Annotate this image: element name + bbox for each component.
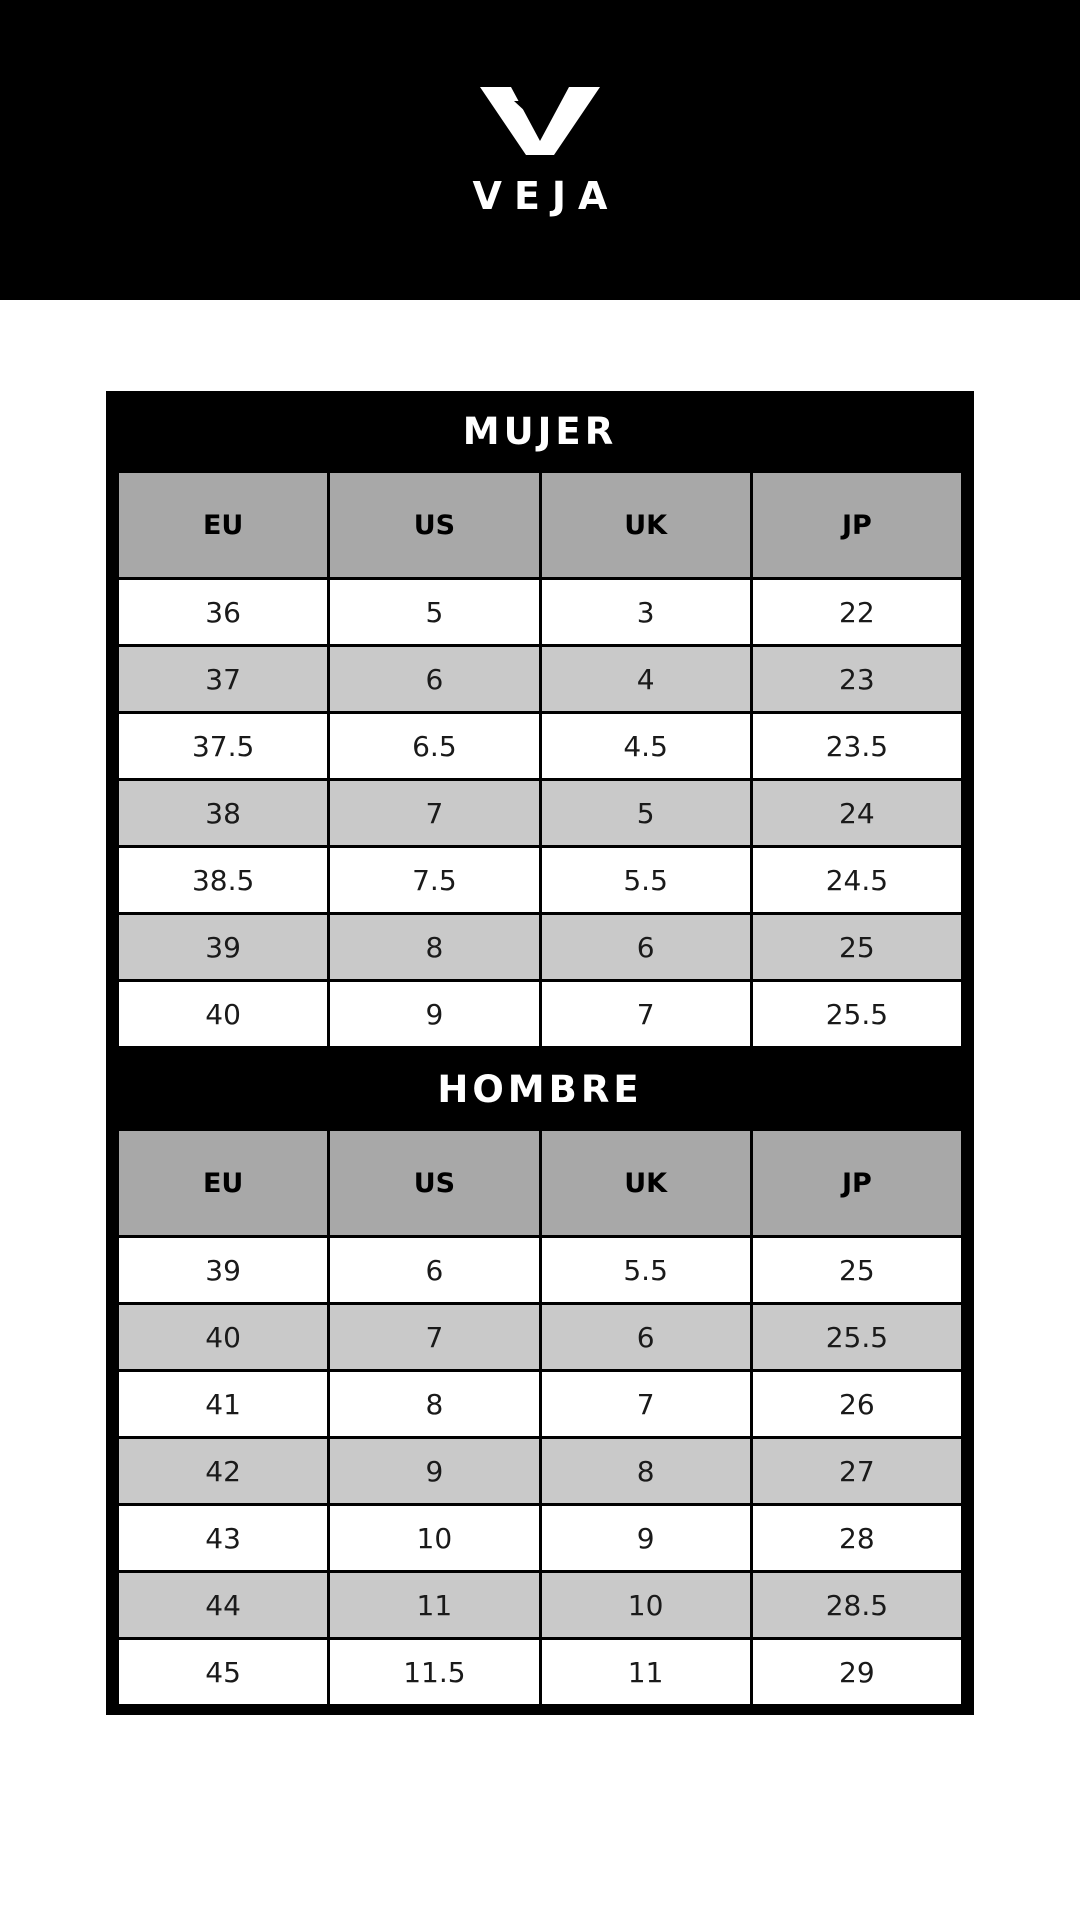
- cell-us: 11.5: [330, 1640, 538, 1704]
- cell-jp: 26: [753, 1372, 961, 1436]
- cell-eu: 40: [119, 1305, 327, 1369]
- cell-uk: 9: [542, 1506, 750, 1570]
- cell-jp: 28.5: [753, 1573, 961, 1637]
- size-table-women: [116, 470, 964, 1049]
- cell-jp: 23: [753, 647, 961, 711]
- cell-uk: 7: [542, 1372, 750, 1436]
- table-row: [119, 1238, 961, 1302]
- cell-eu: 37.5: [119, 714, 327, 778]
- table-header-row: [119, 473, 961, 577]
- column-header-jp: JP: [753, 473, 961, 577]
- cell-uk: 5.5: [542, 848, 750, 912]
- column-header-eu: EU: [119, 1131, 327, 1235]
- cell-eu: 36: [119, 580, 327, 644]
- cell-uk: 4: [542, 647, 750, 711]
- cell-jp: 25.5: [753, 1305, 961, 1369]
- cell-jp: 24: [753, 781, 961, 845]
- cell-eu: 40: [119, 982, 327, 1046]
- table-row: [119, 1372, 961, 1436]
- cell-uk: 5.5: [542, 1238, 750, 1302]
- cell-jp: 23.5: [753, 714, 961, 778]
- brand-wordmark: VEJA: [472, 174, 620, 218]
- cell-jp: 25: [753, 1238, 961, 1302]
- table-row: [119, 1305, 961, 1369]
- cell-eu: 41: [119, 1372, 327, 1436]
- table-header-row: [119, 1131, 961, 1235]
- table-row: [119, 1439, 961, 1503]
- column-header-us: US: [330, 1131, 538, 1235]
- size-chart: [106, 391, 974, 1715]
- table-row: [119, 1506, 961, 1570]
- brand-header: [0, 0, 1080, 300]
- column-header-uk: UK: [542, 1131, 750, 1235]
- cell-jp: 22: [753, 580, 961, 644]
- cell-uk: 11: [542, 1640, 750, 1704]
- cell-us: 6: [330, 647, 538, 711]
- column-header-uk: UK: [542, 473, 750, 577]
- cell-eu: 37: [119, 647, 327, 711]
- cell-us: 7: [330, 781, 538, 845]
- cell-eu: 39: [119, 915, 327, 979]
- cell-eu: 39: [119, 1238, 327, 1302]
- table-row: [119, 781, 961, 845]
- column-header-us: US: [330, 473, 538, 577]
- cell-us: 7: [330, 1305, 538, 1369]
- cell-us: 6: [330, 1238, 538, 1302]
- cell-jp: 28: [753, 1506, 961, 1570]
- section-title-men: HOMBRE: [106, 1049, 974, 1128]
- size-table-men: [116, 1128, 964, 1707]
- cell-us: 5: [330, 580, 538, 644]
- cell-eu: 44: [119, 1573, 327, 1637]
- cell-uk: 5: [542, 781, 750, 845]
- cell-us: 7.5: [330, 848, 538, 912]
- cell-uk: 8: [542, 1439, 750, 1503]
- cell-us: 10: [330, 1506, 538, 1570]
- cell-jp: 25.5: [753, 982, 961, 1046]
- table-row: [119, 915, 961, 979]
- table-row: [119, 714, 961, 778]
- table-row: [119, 647, 961, 711]
- table-row: [119, 848, 961, 912]
- cell-uk: 3: [542, 580, 750, 644]
- cell-uk: 10: [542, 1573, 750, 1637]
- cell-uk: 6: [542, 915, 750, 979]
- column-header-jp: JP: [753, 1131, 961, 1235]
- cell-uk: 4.5: [542, 714, 750, 778]
- cell-eu: 42: [119, 1439, 327, 1503]
- cell-us: 11: [330, 1573, 538, 1637]
- section-title-women: MUJER: [106, 391, 974, 470]
- cell-us: 8: [330, 1372, 538, 1436]
- cell-jp: 29: [753, 1640, 961, 1704]
- cell-uk: 6: [542, 1305, 750, 1369]
- cell-jp: 27: [753, 1439, 961, 1503]
- cell-uk: 7: [542, 982, 750, 1046]
- cell-us: 9: [330, 1439, 538, 1503]
- column-header-eu: EU: [119, 473, 327, 577]
- cell-us: 6.5: [330, 714, 538, 778]
- cell-eu: 43: [119, 1506, 327, 1570]
- veja-v-logo-icon: [478, 85, 602, 157]
- cell-jp: 25: [753, 915, 961, 979]
- table-row: [119, 1573, 961, 1637]
- table-row: [119, 982, 961, 1046]
- cell-jp: 24.5: [753, 848, 961, 912]
- cell-us: 8: [330, 915, 538, 979]
- cell-eu: 38.5: [119, 848, 327, 912]
- table-row: [119, 580, 961, 644]
- table-row: [119, 1640, 961, 1704]
- cell-eu: 38: [119, 781, 327, 845]
- cell-eu: 45: [119, 1640, 327, 1704]
- cell-us: 9: [330, 982, 538, 1046]
